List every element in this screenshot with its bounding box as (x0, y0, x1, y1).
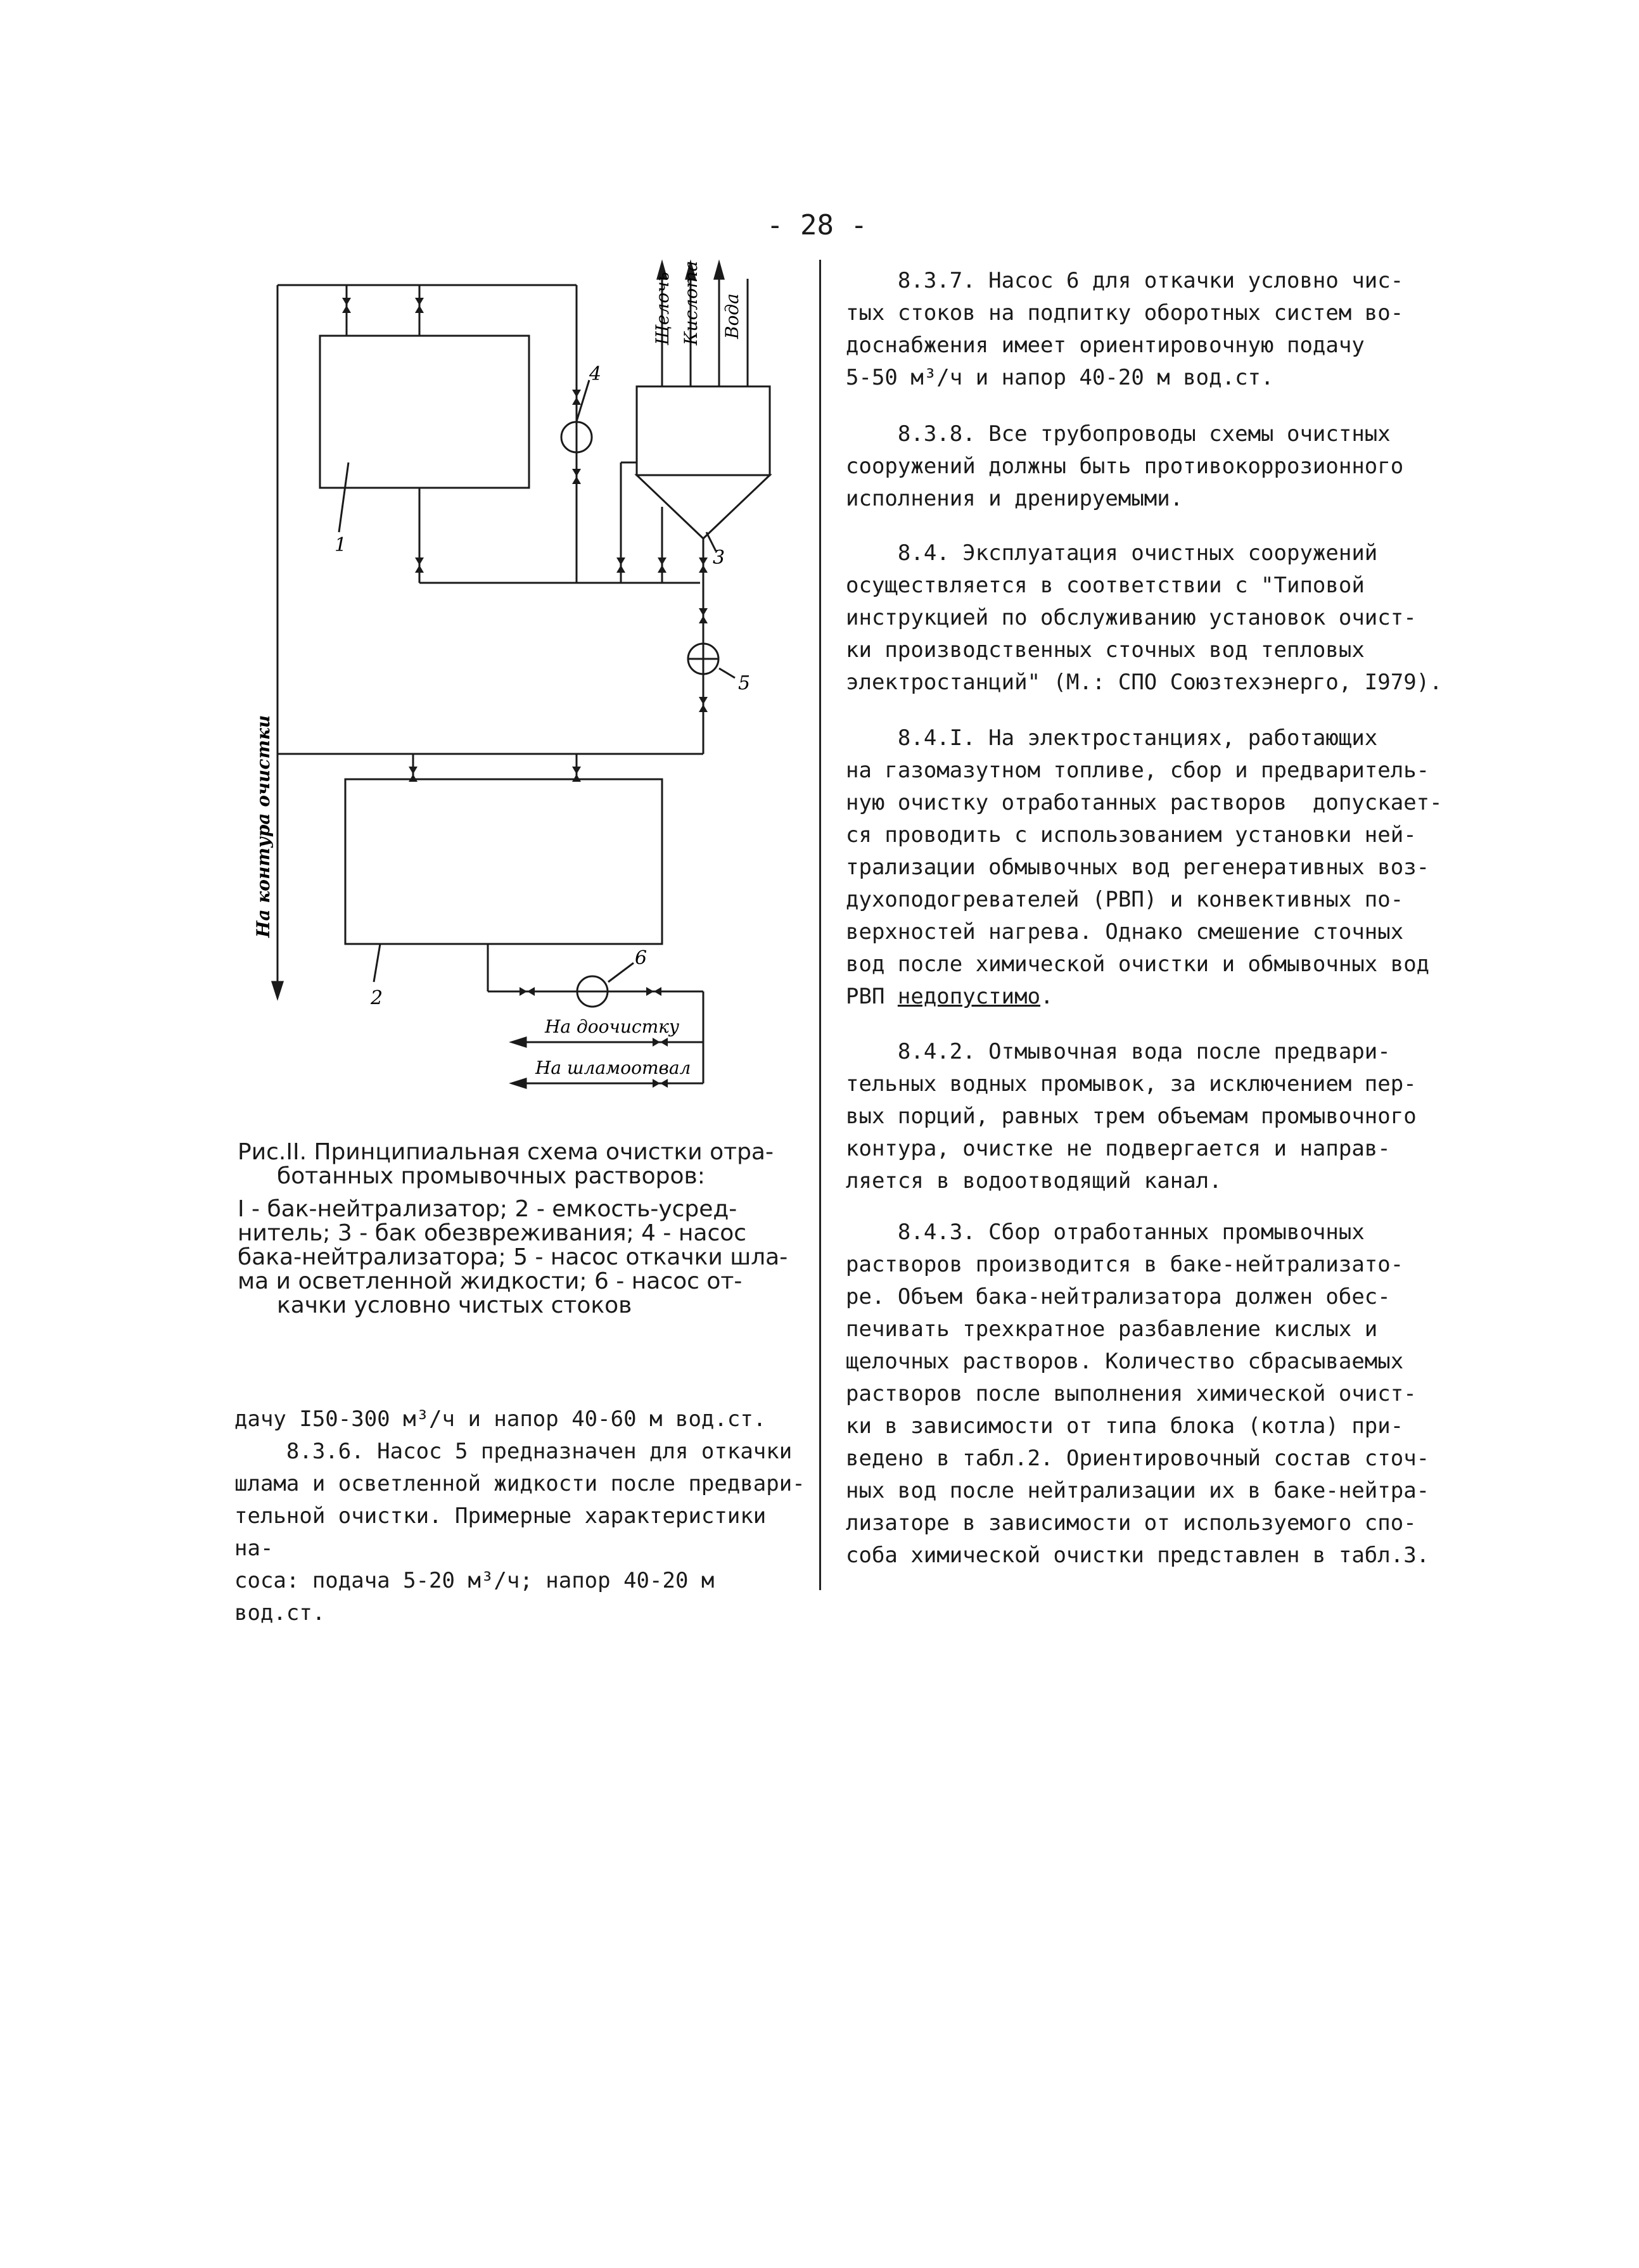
label-4: 4 (589, 363, 602, 385)
tank-3-neutralization (637, 386, 770, 475)
label-1: 1 (335, 534, 347, 556)
label-acid: Кислота (680, 260, 701, 345)
caption-line-1: I - бак-нейтрализатор; 2 - емкость-усред- (238, 1196, 737, 1222)
tank-1-neutralizer (320, 336, 529, 488)
caption-line-2: нитель; 3 - бак обезвреживания; 4 - насос (238, 1220, 747, 1246)
left-paragraph-cont: дачу I50-300 м³/ч и напор 40-60 м вод.ст. (234, 1406, 767, 1432)
caption-title-cont: ботанных промывочных растворов: (277, 1163, 705, 1189)
column-divider (819, 260, 821, 1590)
label-to-post-treatment: На доочистку (545, 1016, 680, 1037)
underlined-word: недопустимо (897, 984, 1041, 1009)
caption-line-5: качки условно чистых стоков (277, 1292, 632, 1318)
paragraph-8-4: 8.4. Эксплуатация очистных сооружений осуществляется в соответствии с "Типовой инструкцией по обслуживанию установок очист- ки производственных сточных вод тепловых электростанций" (М.: СПО Союзтехэнерго, I979). (846, 540, 1443, 695)
caption-title: Рис.II. Принципиальная схема очистки отра- (238, 1139, 774, 1165)
flow-diagram (247, 253, 798, 1115)
label-alkali: Щелочь (652, 272, 673, 345)
label-5: 5 (738, 672, 751, 694)
paragraph-8-3-8: 8.3.8. Все трубопроводы схемы очистных сооружений должны быть противокоррозионного исполнения и дренируемыми. (846, 421, 1404, 511)
caption-line-4: ма и осветленной жидкости; 6 - насос от- (238, 1268, 743, 1294)
label-2: 2 (371, 987, 383, 1009)
tank-3-cone (637, 475, 770, 538)
label-6: 6 (635, 947, 647, 969)
figure-caption (238, 1140, 795, 1318)
paragraph-8-3-6: 8.3.6. Насос 5 предназначен для откачки шлама и осветленной жидкости после предвари- тельной очистки. Примерные характеристики на- соса: подача 5-20 м³/ч; напор 40-20 м вод.ст. (234, 1439, 805, 1626)
label-to-sludge-dump: На шламоотвал (535, 1057, 691, 1078)
label-water: Вода (722, 293, 743, 339)
paragraph-8-4-1-end: . (1040, 984, 1054, 1009)
label-to-cleaning-circuit: На контура очистки (253, 715, 274, 938)
paragraph-8-4-2: 8.4.2. Отмывочная вода после предвари- тельных водных промывок, за исключением пер- вых порций, равных трем объемам промывочного контура, очистке не подвергается и направ- ляется в водоотводящий канал. (846, 1039, 1417, 1194)
page-number: - 28 - (767, 209, 867, 241)
caption-line-3: бака-нейтрализатора; 5 - насос откачки шла- (238, 1244, 788, 1270)
paragraph-8-4-1-text: 8.4.I. На электростанциях, работающих на газомазутном топливе, сбор и предваритель- ную очистку отработанных растворов допускает- ся проводить с использованием установки ней- трализации обмывочных вод регенеративных воз- духоподогревателей (РВП) и конвективных по- верхностей нагрева. Однако смешение сточных вод после химической очистки и обмывочных вод РВП (846, 725, 1443, 1009)
paragraph-8-4-3: 8.4.3. Сбор отработанных промывочных растворов производится в баке-нейтрализато- ре. Объем бака-нейтрализатора должен обес- печивать трехкратное разбавление кислых и щелочных растворов. Количество сбрасываемых растворов после выполнения химической очист- ки в зависимости от типа блока (котла) при- ведено в табл.2. Ориентировочный состав сточ- ных вод после нейтрализации их в баке-нейтра- лизаторе в зависимости от используемого спо- соба химической очистки представлен в табл.3. (846, 1220, 1430, 1568)
label-3: 3 (713, 547, 725, 569)
paragraph-8-4-1 (846, 722, 1479, 1013)
tank-2-equalizer (345, 779, 662, 944)
paragraph-8-3-7: 8.3.7. Насос 6 для откачки условно чис- тых стоков на подпитку оборотных систем во- доснабжения имеет ориентировочную подачу 5-50 м³/ч и напор 40-20 м вод.ст. (846, 268, 1404, 390)
